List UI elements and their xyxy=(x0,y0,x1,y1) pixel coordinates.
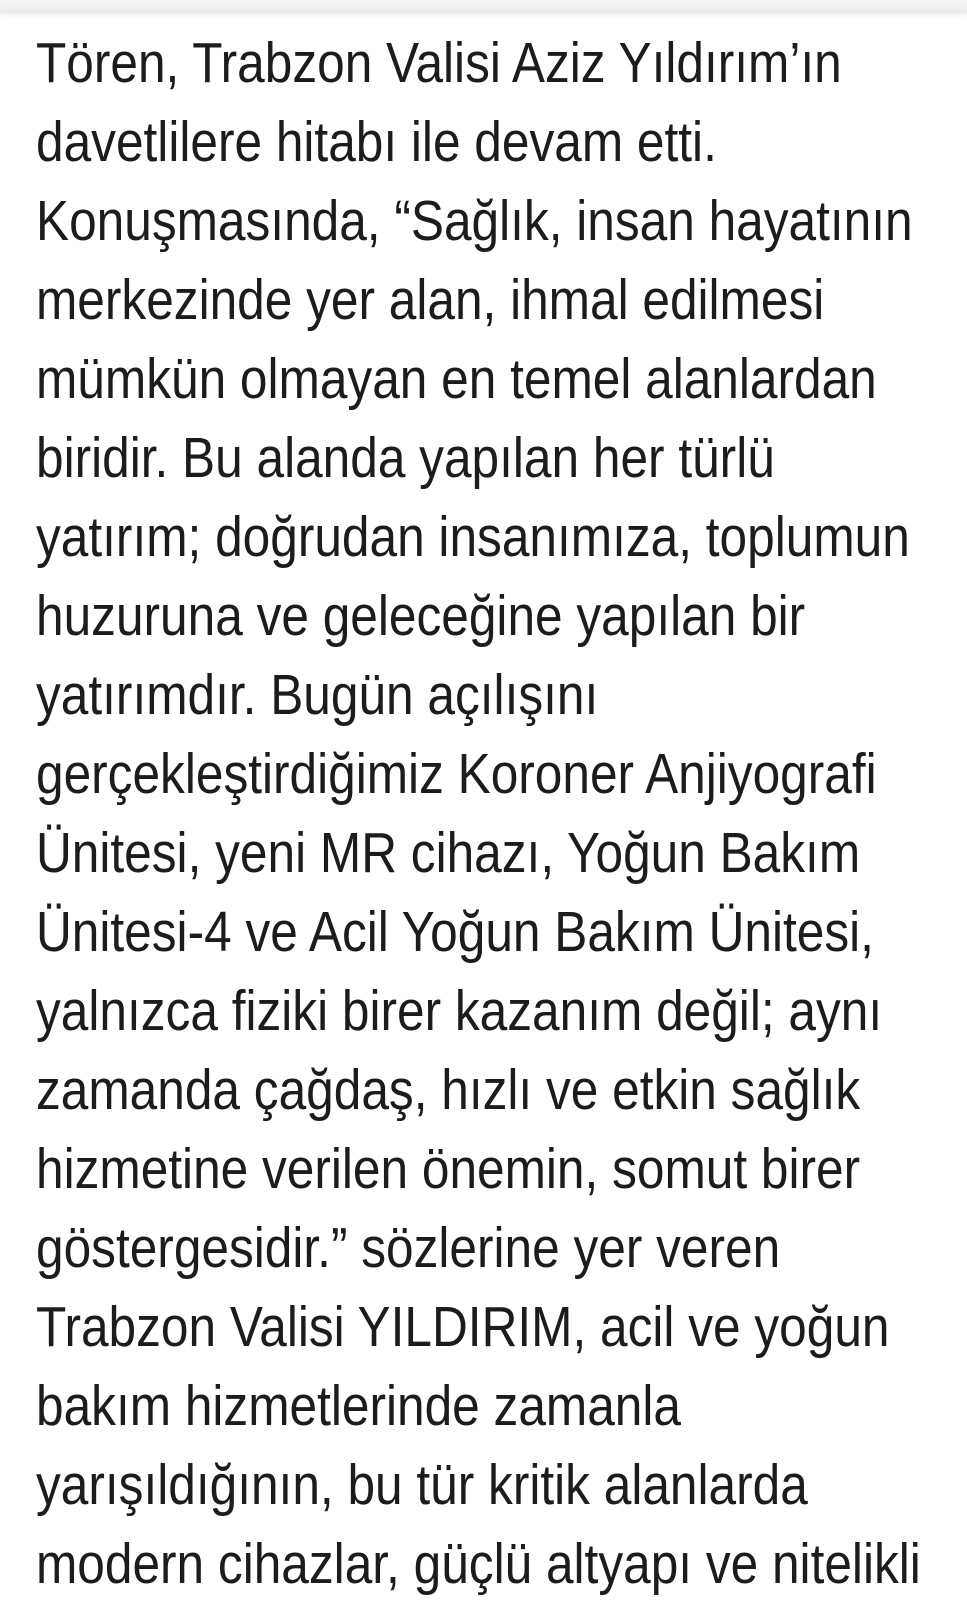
text-line: Ünitesi, yeni MR cihazı, Yoğun Bakım xyxy=(36,821,861,885)
text-line: Trabzon Valisi YILDIRIM, acil ve yoğun xyxy=(36,1295,890,1359)
text-line: modern cihazlar, güçlü altyapı ve nitelikli xyxy=(36,1532,921,1596)
text-line: davetlilere hitabı ile devam etti. xyxy=(36,110,717,174)
text-line: biridir. Bu alanda yapılan her türlü xyxy=(36,426,775,490)
article-text xyxy=(36,24,921,1604)
text-line: yatırımdır. Bugün açılışını xyxy=(36,663,599,727)
toolbar-bottom-edge xyxy=(0,0,967,14)
text-line: Konuşmasında, “Sağlık, insan hayatının xyxy=(36,189,913,253)
text-line: hizmetine verilen önemin, somut birer xyxy=(36,1137,861,1201)
text-line: göstergesidir.” sözlerine yer veren xyxy=(36,1216,781,1280)
text-line: merkezinde yer alan, ihmal edilmesi xyxy=(36,268,825,332)
text-line: yatırım; doğrudan insanımıza, toplumun xyxy=(36,505,910,569)
text-line: mümkün olmayan en temel alanlardan xyxy=(36,347,877,411)
text-line: Tören, Trabzon Valisi Aziz Yıldırım’ın xyxy=(36,31,842,95)
text-line: bakım hizmetlerinde zamanla xyxy=(36,1374,681,1438)
text-line: gerçekleştirdiğimiz Koroner Anjiyografi xyxy=(36,742,877,806)
text-line: Ünitesi-4 ve Acil Yoğun Bakım Ünitesi, xyxy=(36,900,874,964)
text-line: zamanda çağdaş, hızlı ve etkin sağlık xyxy=(36,1058,861,1122)
text-line: yarışıldığının, bu tür kritik alanlarda xyxy=(36,1453,808,1517)
text-line: yalnızca fiziki birer kazanım değil; aynı xyxy=(36,979,883,1043)
text-line: huzuruna ve geleceğine yapılan bir xyxy=(36,584,806,648)
